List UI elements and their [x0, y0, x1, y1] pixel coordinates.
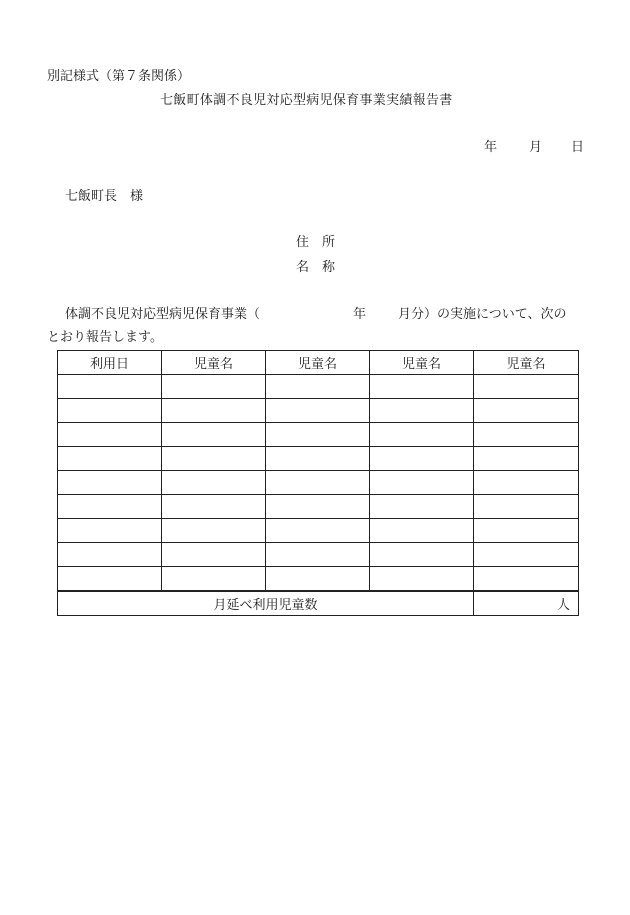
child-name-cell[interactable]	[474, 399, 579, 423]
child-name-cell[interactable]	[162, 519, 266, 543]
child-name-cell[interactable]	[162, 543, 266, 567]
total-row	[58, 591, 579, 616]
table-row	[58, 399, 579, 423]
header-child-name: 児童名	[266, 351, 370, 375]
child-name-cell[interactable]	[370, 519, 474, 543]
child-name-cell[interactable]	[266, 399, 370, 423]
child-name-cell[interactable]	[474, 423, 579, 447]
table-row	[58, 519, 579, 543]
child-name-cell[interactable]	[162, 447, 266, 471]
usage-date-cell[interactable]	[58, 567, 162, 592]
report-table	[57, 350, 579, 616]
child-name-cell[interactable]	[370, 423, 474, 447]
child-name-cell[interactable]	[474, 375, 579, 399]
header-usage-date: 利用日	[58, 351, 162, 375]
table-row	[58, 447, 579, 471]
child-name-cell[interactable]	[370, 375, 474, 399]
child-name-cell[interactable]	[162, 375, 266, 399]
child-name-cell[interactable]	[162, 423, 266, 447]
total-unit: 人	[474, 591, 579, 616]
usage-date-cell[interactable]	[58, 495, 162, 519]
usage-date-cell[interactable]	[58, 543, 162, 567]
body-text-line-2: とおり報告します。	[47, 330, 163, 345]
child-name-cell[interactable]	[370, 471, 474, 495]
child-name-cell[interactable]	[474, 519, 579, 543]
child-name-cell[interactable]	[370, 399, 474, 423]
table-row	[58, 423, 579, 447]
date-day-label: 日	[571, 140, 585, 155]
address-label: 住 所	[296, 235, 336, 250]
document-title: 七飯町体調不良児対応型病児保育事業実績報告書	[160, 93, 453, 108]
child-name-cell[interactable]	[474, 543, 579, 567]
table-body	[58, 375, 579, 592]
child-name-cell[interactable]	[370, 495, 474, 519]
table-header-row	[58, 351, 579, 375]
table-row	[58, 471, 579, 495]
header-child-name: 児童名	[474, 351, 579, 375]
date-year-label: 年	[484, 140, 498, 155]
child-name-cell[interactable]	[474, 495, 579, 519]
body-prefix: 体調不良児対応型病児保育事業（	[65, 307, 261, 322]
child-name-cell[interactable]	[162, 471, 266, 495]
table-row	[58, 495, 579, 519]
body-year-label: 年	[353, 307, 367, 322]
child-name-cell[interactable]	[266, 447, 370, 471]
child-name-cell[interactable]	[474, 471, 579, 495]
child-name-cell[interactable]	[266, 519, 370, 543]
table-row	[58, 567, 579, 592]
child-name-cell[interactable]	[162, 495, 266, 519]
child-name-cell[interactable]	[474, 447, 579, 471]
usage-date-cell[interactable]	[58, 423, 162, 447]
child-name-cell[interactable]	[162, 567, 266, 592]
child-name-cell[interactable]	[266, 423, 370, 447]
usage-date-cell[interactable]	[58, 399, 162, 423]
body-month-text: 月分）の実施について、次の	[398, 307, 567, 322]
child-name-cell[interactable]	[370, 543, 474, 567]
child-name-cell[interactable]	[266, 375, 370, 399]
table-row	[58, 543, 579, 567]
date-month-label: 月	[529, 140, 543, 155]
header-child-name: 児童名	[162, 351, 266, 375]
child-name-cell[interactable]	[266, 567, 370, 592]
child-name-cell[interactable]	[266, 471, 370, 495]
addressee: 七飯町長 様	[65, 189, 144, 204]
child-name-cell[interactable]	[474, 567, 579, 592]
child-name-cell[interactable]	[162, 399, 266, 423]
usage-date-cell[interactable]	[58, 519, 162, 543]
name-label: 名 称	[296, 260, 336, 275]
child-name-cell[interactable]	[266, 543, 370, 567]
usage-date-cell[interactable]	[58, 447, 162, 471]
usage-date-cell[interactable]	[58, 375, 162, 399]
header-child-name: 児童名	[370, 351, 474, 375]
child-name-cell[interactable]	[370, 567, 474, 592]
usage-date-cell[interactable]	[58, 471, 162, 495]
table-row	[58, 375, 579, 399]
child-name-cell[interactable]	[370, 447, 474, 471]
child-name-cell[interactable]	[266, 495, 370, 519]
form-label: 別記様式（第７条関係）	[47, 69, 191, 84]
total-label: 月延べ利用児童数	[58, 591, 474, 616]
